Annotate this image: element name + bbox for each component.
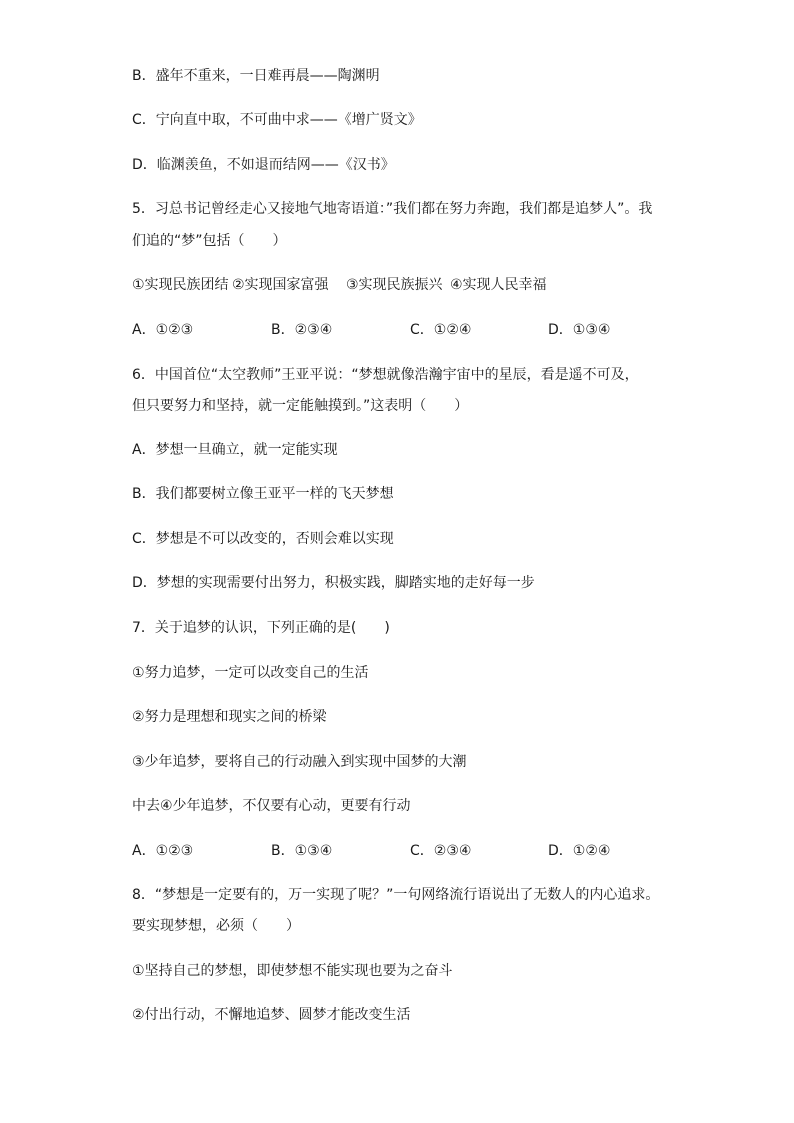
statement-2: ②实现国家富强 [232,277,329,293]
question-6-option-d: D．梦想的实现需要付出努力，积极实践，脚踏实地的走好每一步 [132,575,535,591]
question-8-statement-1: ①坚持自己的梦想，即使梦想不能实现也要为之奋斗 [132,963,453,979]
statement-1: ①实现民族团结 [132,277,229,293]
option-c: C．①②④ [410,322,472,338]
option-c: C．②③④ [410,843,472,859]
option-a: A．①②③ [132,843,194,859]
option-d: D．①②④ [548,843,611,859]
question-8-statement-2: ②付出行动，不懈地追梦、圆梦才能改变生活 [132,1007,411,1023]
question-6-stem-line2: 但只要努力和坚持，就一定能触摸到。”这表明（ ） [132,398,469,414]
question-8-stem-line2: 要实现梦想，必须（ ） [132,918,300,934]
question-6-option-a: A．梦想一旦确立，就一定能实现 [132,442,338,458]
option-d-line: D．临渊羡鱼，不如退而结网——《汉书》 [132,157,395,173]
question-5-stem-line2: 们追的“梦”包括（ ） [132,233,287,249]
question-8-stem-line1: 8．“梦想是一定要有的，万一实现了呢？”一句网络流行语说出了无数人的内心追求。 [132,887,660,903]
question-7-stem: 7．关于追梦的认识，下列正确的是( ) [132,620,390,636]
question-6-option-c: C．梦想是不可以改变的，否则会难以实现 [132,531,394,547]
option-b: B．②③④ [271,322,333,338]
statement-3: ③实现民族振兴 [346,277,443,293]
question-5-stem-line1: 5．习总书记曾经走心又接地气地寄语道：”我们都在努力奔跑，我们都是追梦人”。我 [132,201,653,217]
question-7-statement-4: 中去④少年追梦，不仅要有心动，更要有行动 [132,798,411,814]
question-7-statement-1: ①努力追梦，一定可以改变自己的生活 [132,665,369,681]
option-b-line: B．盛年不重来，一日难再晨——陶渊明 [132,68,380,84]
statement-4: ④实现人民幸福 [450,277,547,293]
question-7-statement-3: ③少年追梦，要将自己的行动融入到实现中国梦的大潮 [132,754,467,770]
option-d: D．①③④ [548,322,611,338]
question-6-option-b: B．我们都要树立像王亚平一样的飞天梦想 [132,486,394,502]
option-c-line: C．宁向直中取，不可曲中求——《增广贤文》 [132,112,422,128]
question-7-statement-2: ②努力是理想和现实之间的桥梁 [132,709,327,725]
option-a: A．①②③ [132,322,194,338]
option-b: B．①③④ [271,843,333,859]
question-6-stem-line1: 6．中国首位“太空教师”王亚平说：“梦想就像浩瀚宇宙中的星辰，看是遥不可及， [132,367,639,383]
